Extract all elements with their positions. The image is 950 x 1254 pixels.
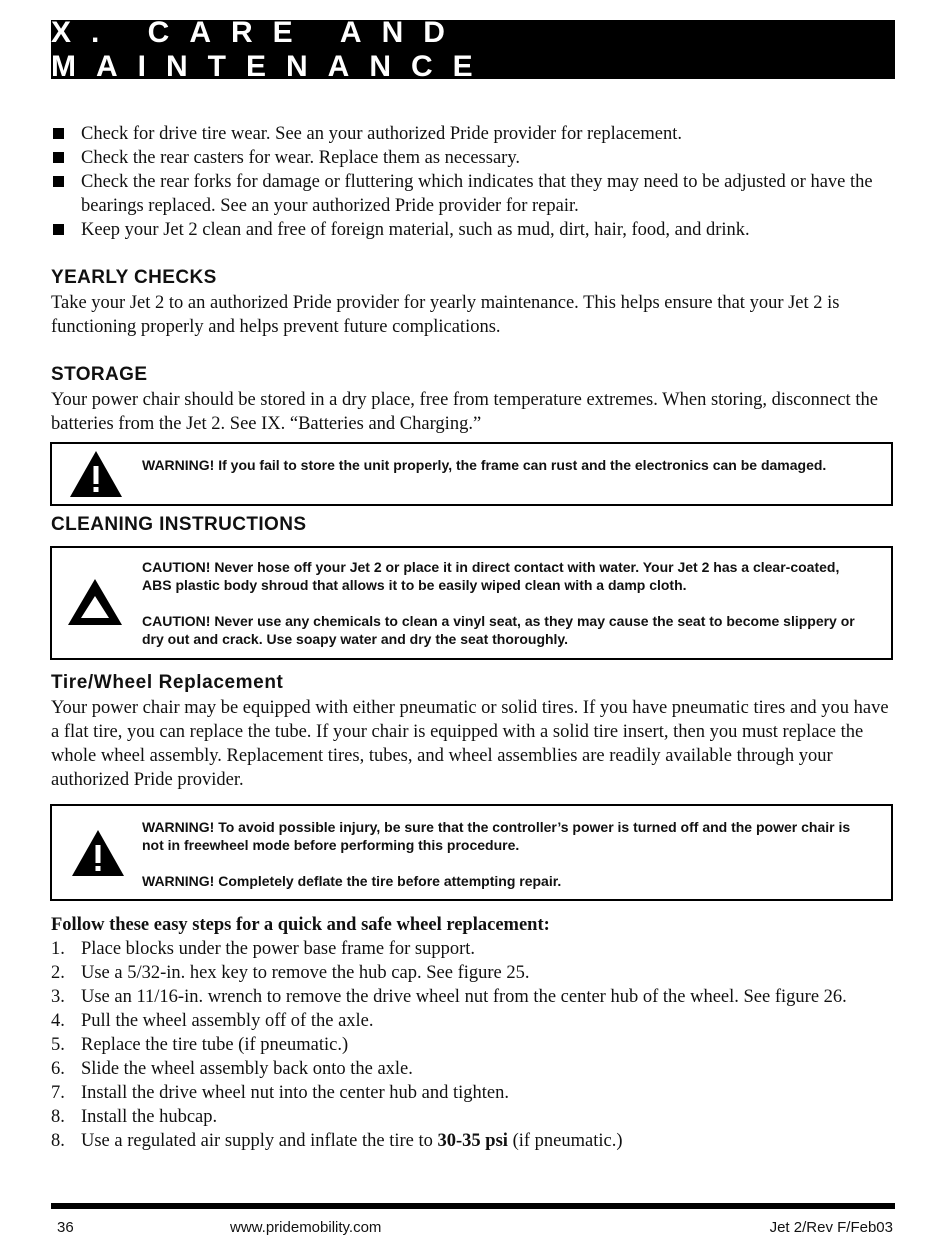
- maintenance-checklist: [51, 122, 897, 242]
- storage-warning-box: [50, 442, 893, 506]
- footer-doc-id: Jet 2/Rev F/Feb03: [769, 1219, 893, 1236]
- tire-warning-text-2: WARNING! Completely deflate the tire before attempting repair.: [142, 873, 562, 889]
- yearly-checks-heading: YEARLY CHECKS: [51, 267, 217, 288]
- pressure-value: 30-35 psi: [437, 1131, 508, 1151]
- tire-warning-box: [50, 804, 893, 901]
- warning-triangle-icon: [71, 829, 125, 877]
- list-item: 7. Install the drive wheel nut into the center hub and tighten.: [51, 1083, 509, 1103]
- caution-text-2: CAUTION! Never use any chemicals to clean a vinyl seat, as they may cause the seat to become slippery or dry out and crack. Use soapy water and dry the seat thoroughly.: [142, 613, 855, 647]
- square-bullet-icon: [53, 224, 64, 235]
- list-item: 3. Use an 11/16-in. wrench to remove the drive wheel nut from the center hub of the wheel. See figure 26.: [51, 987, 847, 1007]
- list-item: Keep your Jet 2 clean and free of foreign material, such as mud, dirt, hair, food, and drink.: [51, 218, 897, 242]
- square-bullet-icon: [53, 128, 64, 139]
- list-item: Check the rear casters for wear. Replace them as necessary.: [51, 146, 897, 170]
- footer-divider: [51, 1203, 895, 1209]
- list-item: 4. Pull the wheel assembly off of the axle.: [51, 1011, 374, 1031]
- warning-triangle-icon: [69, 450, 123, 498]
- storage-text: Your power chair should be stored in a dry place, free from temperature extremes. When storing, disconnect the batteries from the Jet 2. See IX. “Batteries and Charging.”: [51, 390, 878, 434]
- cleaning-caution-box: [50, 546, 893, 660]
- square-bullet-icon: [53, 152, 64, 163]
- footer-url: www.pridemobility.com: [230, 1219, 382, 1236]
- square-bullet-icon: [53, 176, 64, 187]
- wheel-replacement-steps: [51, 913, 897, 1153]
- list-item: 5. Replace the tire tube (if pneumatic.): [51, 1035, 349, 1055]
- caution-triangle-icon: [66, 577, 124, 627]
- storage-warning-text: WARNING! If you fail to store the unit properly, the frame can rust and the electronics can be damaged.: [142, 457, 827, 473]
- list-item: Check for drive tire wear. See an your authorized Pride provider for replacement.: [51, 122, 897, 146]
- list-item: 6. Slide the wheel assembly back onto the axle.: [51, 1059, 413, 1079]
- cleaning-heading: CLEANING INSTRUCTIONS: [51, 514, 307, 535]
- list-item: 8. Use a regulated air supply and inflate the tire to 30-35 psi (if pneumatic.): [51, 1131, 623, 1151]
- section-title: X. CARE AND MAINTENANCE: [51, 15, 493, 83]
- page-number: 36: [57, 1219, 74, 1236]
- list-item: 2. Use a 5/32-in. hex key to remove the hub cap. See figure 25.: [51, 963, 530, 983]
- yearly-checks-text: Take your Jet 2 to an authorized Pride provider for yearly maintenance. This helps ensure that your Jet 2 is functioning properly and helps prevent future complications.: [51, 293, 840, 337]
- section-title-banner: [51, 15, 895, 83]
- list-item: 1. Place blocks under the power base frame for support.: [51, 939, 476, 959]
- caution-text-1: CAUTION! Never hose off your Jet 2 or place it in direct contact with water. Your Jet 2 has a clear-coated, ABS plastic body shroud that allows it to be easily wiped clean with a damp cloth.: [142, 559, 840, 593]
- list-item: 8. Install the hubcap.: [51, 1107, 218, 1127]
- tire-warning-text-1: WARNING! To avoid possible injury, be sure that the controller’s power is turned off and the power chair is not in freewheel mode before performing this procedure.: [142, 819, 851, 853]
- list-item: Check the rear forks for damage or fluttering which indicates that they may need to be adjusted or have the bearings replaced. See an your authorized Pride provider for repair.: [51, 170, 897, 218]
- steps-intro: Follow these easy steps for a quick and safe wheel replacement:: [51, 915, 550, 935]
- storage-heading: STORAGE: [51, 364, 148, 385]
- tire-wheel-text: Your power chair may be equipped with either pneumatic or solid tires. If you have pneumatic tires and you have a flat tire, you can replace the tube. If your chair is equipped with a solid tire insert, then you must replace the whole wheel assembly. Replacement tires, tubes, and wheel assemblies are readily available through your authorized Pride provider.: [51, 698, 889, 790]
- tire-wheel-heading: Tire/Wheel Replacement: [51, 672, 284, 693]
